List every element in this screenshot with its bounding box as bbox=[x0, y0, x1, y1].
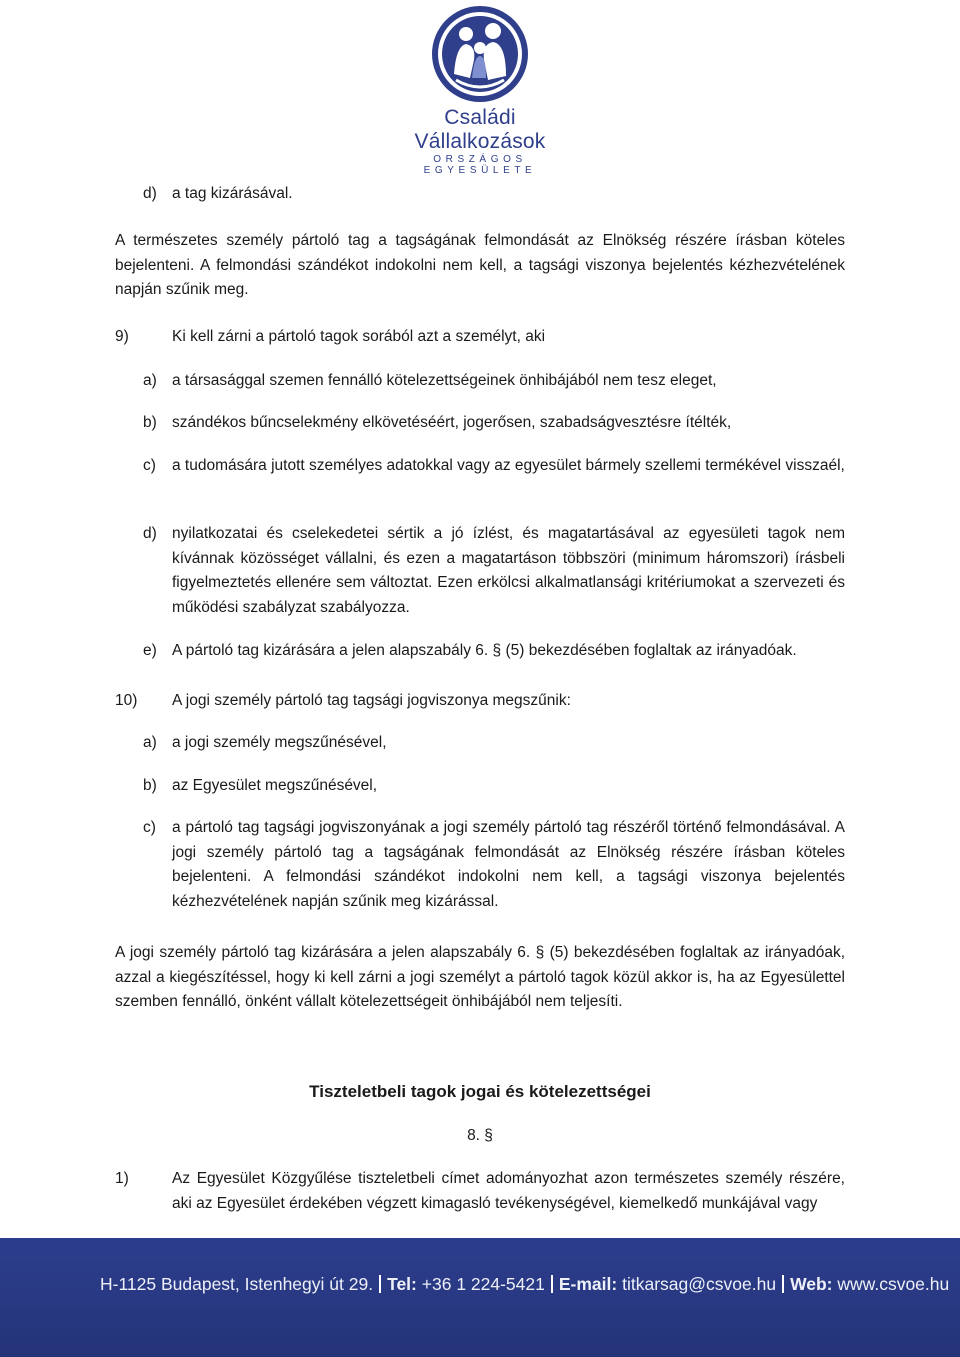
organization-logo bbox=[380, 4, 580, 176]
footer-contact-line bbox=[100, 1274, 950, 1295]
footer-tel-label: Tel: bbox=[387, 1274, 417, 1294]
list-item-text: a tag kizárásával. bbox=[172, 185, 293, 202]
logo-subtitle: ORSZÁGOS EGYESÜLETE bbox=[423, 154, 537, 176]
footer-divider bbox=[782, 1275, 784, 1293]
logo-title: Családi Vállalkozások bbox=[414, 106, 546, 153]
footer-email-label: E-mail: bbox=[558, 1274, 618, 1294]
section-label-9: 9) bbox=[115, 328, 129, 345]
page-footer bbox=[0, 1238, 960, 1357]
list-item-text: a jogi személy megszűnésével, bbox=[172, 734, 387, 751]
section-8-label-1: 1) bbox=[115, 1170, 129, 1187]
footer-tel-value: +36 1 224-5421 bbox=[421, 1274, 545, 1294]
paragraph-legal-person: A jogi személy pártoló tag kizárására a jelen alapszabály 6. § (5) bekezdésében foglaltak az irányadóak, azzal a kiegészítéssel, hogy ki kell zárni a jogi személyt a pártoló tagok közül akkor is, ha az Egyesülettel szemben fennálló, önként vállalt kötelezettségeit önhibájából nem teljesíti. bbox=[115, 944, 845, 1010]
list-label: d) bbox=[143, 185, 157, 202]
section-text-9: Ki kell zárni a pártoló tagok sorából azt a személyt, aki bbox=[172, 328, 546, 345]
family-logo-icon bbox=[426, 4, 534, 104]
list-label: e) bbox=[143, 642, 157, 659]
footer-address: H-1125 Budapest, Istenhegyi út 29. bbox=[100, 1274, 374, 1294]
section-label-10: 10) bbox=[115, 692, 138, 709]
list-label: c) bbox=[143, 819, 156, 836]
footer-email-value: titkarsag@csvoe.hu bbox=[622, 1274, 777, 1294]
list-label: d) bbox=[143, 525, 157, 542]
section-heading: Tiszteletbeli tagok jogai és kötelezettségei bbox=[309, 1082, 651, 1101]
list-item-text: a tudomására jutott személyes adatokkal vagy az egyesület bármely szellemi termékével visszaél, bbox=[172, 457, 845, 474]
footer-web-value: www.csvoe.hu bbox=[837, 1274, 950, 1294]
list-item-text: szándékos bűncselekmény elkövetéséért, jogerősen, szabadságvesztésre ítélték, bbox=[172, 414, 732, 431]
list-item-text: A pártoló tag kizárására a jelen alapszabály 6. § (5) bekezdésében foglaltak az irányadóak. bbox=[172, 642, 797, 659]
list-label: a) bbox=[143, 734, 157, 751]
section-8-text-1: Az Egyesület Közgyűlése tiszteletbeli címet adományozhat azon természetes személy részére, aki az Egyesület érdekében végzett kimagasló tevékenységével, kiemelkedő munkájával vagy bbox=[172, 1170, 845, 1212]
list-label: c) bbox=[143, 457, 156, 474]
list-label: b) bbox=[143, 777, 157, 794]
paragraph-natural-person: A természetes személy pártoló tag a tagságának felmondását az Elnökség részére írásban köteles bejelenteni. A felmondási szándékot indokolni nem kell, a tagsági viszonya bejelentés kézhezvételének napján szűnik meg. bbox=[115, 232, 845, 298]
list-item-text: a pártoló tag tagsági jogviszonyának a jogi személy pártoló tag részéről történő felmondásával. A jogi személy pártoló tag a tagságának felmondását az Elnökség részére írásban köteles bejelenteni. A felmondási szándékot indokolni nem kell, a tagsági viszonya bejelentés kézhezvételének napján szűnik meg kizárással. bbox=[172, 819, 845, 910]
list-item-text: a társasággal szemen fennálló kötelezettségeinek önhibájából nem tesz eleget, bbox=[172, 372, 717, 389]
list-label: a) bbox=[143, 372, 157, 389]
footer-divider bbox=[379, 1275, 381, 1293]
footer-divider bbox=[551, 1275, 553, 1293]
list-item-text: az Egyesület megszűnésével, bbox=[172, 777, 378, 794]
section-text-10: A jogi személy pártoló tag tagsági jogviszonya megszűnik: bbox=[172, 692, 571, 709]
section-number: 8. § bbox=[467, 1127, 493, 1144]
list-label: b) bbox=[143, 414, 157, 431]
footer-web-label: Web: bbox=[790, 1274, 833, 1294]
list-item-text: nyilatkozatai és cselekedetei sértik a jó ízlést, és magatartásával az egyesületi tagok nem kívánnak közösséget vállalni, és ezen a magatartáson többszöri (minimum háromszori) írásbeli figyelmeztetés ellenére sem változtat. Ezen erkölcsi alkalmatlansági kritériumokat a szervezeti és működési szabályzat szabályozza. bbox=[172, 525, 845, 616]
